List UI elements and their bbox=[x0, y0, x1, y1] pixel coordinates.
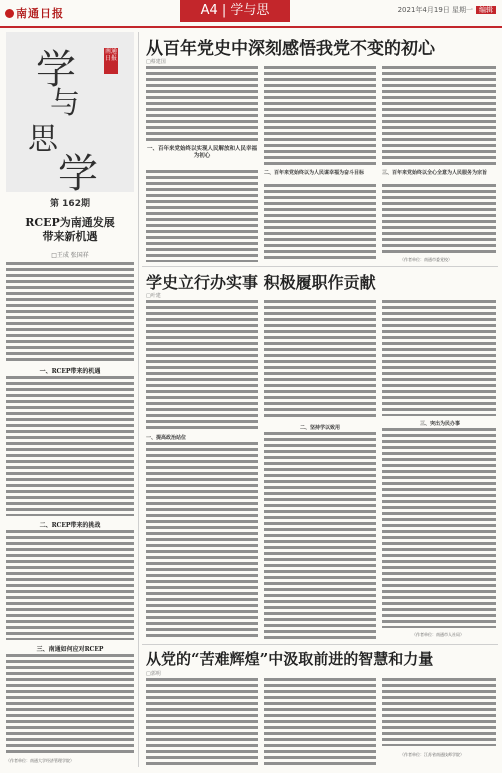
article-footnote: （作者单位：江苏省南通技师学院） bbox=[400, 752, 464, 757]
graphic-char: 学 bbox=[58, 151, 98, 192]
article-subhead: 一、提高政治站位 bbox=[146, 435, 187, 441]
masthead bbox=[0, 0, 502, 28]
article-text-column bbox=[146, 66, 258, 142]
article-subhead: 二、百年来党始终以为人民谋幸福为奋斗目标 bbox=[264, 170, 365, 176]
article-text-column bbox=[146, 170, 258, 262]
graphic-char: 思 bbox=[28, 122, 58, 157]
section-banner: A4 | 学与思 bbox=[180, 0, 290, 22]
sidebar-byline: □王成 张国祥 bbox=[51, 252, 89, 259]
article-subhead: 二、坚持学以致用 bbox=[300, 425, 341, 431]
article-text-column bbox=[146, 300, 258, 430]
section-divider bbox=[142, 644, 498, 645]
article-title: 从百年党史中深刻感悟我党不变的初心 bbox=[146, 39, 435, 59]
article-author: □郭明 bbox=[146, 671, 161, 677]
article-text-column bbox=[146, 442, 258, 640]
article-title: 学史立行办实事 积极履职作贡献 bbox=[146, 273, 376, 292]
sidebar-title: RCEP为南通发展 带来新机遇 bbox=[25, 216, 115, 243]
sidebar-column bbox=[6, 32, 134, 767]
article-text-column bbox=[382, 300, 496, 416]
article-text-column bbox=[264, 300, 376, 420]
sidebar-subhead: 三、南通如何应对RCEP bbox=[36, 646, 104, 653]
graphic-seal: 南通日报 bbox=[104, 48, 118, 74]
article-footnote: （作者单位：南通市人社局） bbox=[412, 632, 464, 637]
paper-logo: 南通日报 bbox=[5, 5, 64, 21]
article-text-column bbox=[382, 428, 496, 628]
logo-icon bbox=[5, 9, 14, 18]
sidebar-footnote: （作者单位：南通大学经济管理学院） bbox=[6, 758, 74, 763]
graphic-char: 学 bbox=[36, 47, 76, 93]
graphic-char: 与 bbox=[50, 86, 80, 121]
article-subhead: 三、突出为民办事 bbox=[420, 421, 461, 427]
sidebar-subhead: 二、RCEP带来的挑战 bbox=[39, 522, 101, 529]
masthead-rule bbox=[0, 26, 502, 28]
sidebar-text-block bbox=[6, 654, 134, 754]
article-title: 从党的“苦难辉煌”中汲取前进的智慧和力量 bbox=[146, 650, 434, 668]
article-author: □叶建 bbox=[146, 293, 161, 299]
column-divider bbox=[138, 32, 139, 767]
article-footnote: （作者单位：南通市委党校） bbox=[400, 257, 452, 262]
column-graphic bbox=[6, 32, 134, 192]
sidebar-text-block bbox=[6, 376, 134, 516]
article-text-column bbox=[264, 184, 376, 262]
article-text-column bbox=[264, 678, 376, 766]
sidebar-text-block bbox=[6, 262, 134, 362]
article-author: □蔡建国 bbox=[146, 59, 166, 65]
article-subhead: 三、百年来党始终以全心全意为人民服务为宗旨 bbox=[382, 170, 488, 176]
issue-number: 第 162期 bbox=[50, 199, 90, 209]
article-text-column bbox=[382, 678, 496, 746]
pull-quote: 一、百年来党始终以实现人民解放和人民幸福为初心 bbox=[146, 146, 257, 159]
sidebar-text-block bbox=[6, 530, 134, 640]
article-text-column bbox=[382, 184, 496, 254]
sidebar-subhead: 一、RCEP带来的机遇 bbox=[39, 368, 101, 375]
article-text-column bbox=[382, 66, 496, 166]
article-text-column bbox=[146, 678, 258, 766]
section-divider bbox=[142, 266, 498, 267]
issue-date: 2021年4月19日 星期一 编辑 bbox=[398, 5, 496, 15]
article-text-column bbox=[264, 432, 376, 640]
article-text-column bbox=[264, 66, 376, 166]
